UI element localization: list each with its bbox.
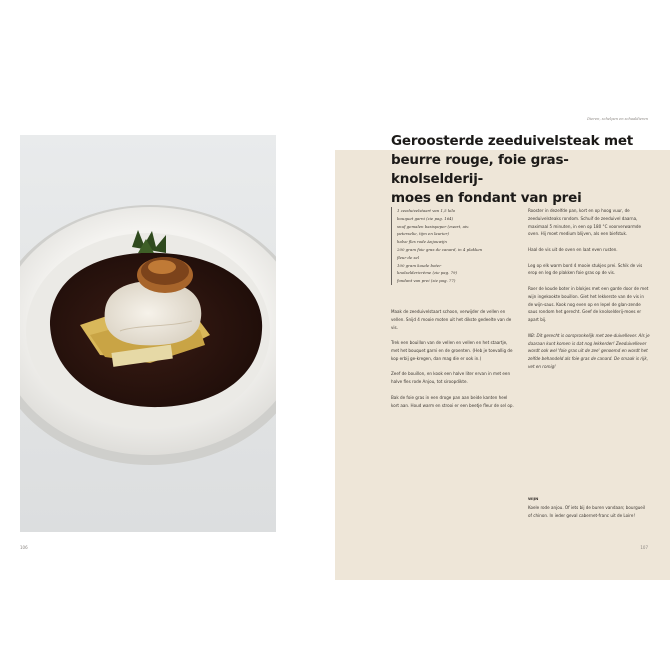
title-line: beurre rouge, foie gras-knolselderij- [391, 152, 569, 187]
method-paragraph: Zeef de bouillon, en kook een halve liter ervan in met een halve fles rode Anjou, tot siroopdikte. [391, 371, 511, 385]
method-paragraph: Haal de vis uit de oven en laat even rusten. [528, 246, 618, 252]
title-line: Geroosterde zeeduivelsteak met [391, 133, 634, 149]
right-page [335, 90, 670, 580]
ingredient-item: 200 gram foie gras de canard, in 4 plakken [397, 246, 483, 252]
page-number-left: 106 [20, 545, 28, 550]
page-number-right: 107 [640, 545, 648, 550]
method-paragraph: Rooster in dezelfde pan, kort en op hoog vuur, de zeeduivelsteaks rondom. Schuif de zeeduivel daarna, maximaal 5 minuten, in een op 180 °C voorverwarmde oven. Hij moet medium blijven, als een biefstuk. [528, 208, 642, 237]
ingredient-item: fondant van prei (zie pag. 77) [397, 278, 456, 284]
left-page [0, 90, 335, 580]
ingredient-item: halve fles rode Anjouwijn [397, 239, 447, 245]
ingredient-item: 1 zeeduivelstaart van 1,5 kilo [397, 208, 456, 213]
method-column-left [391, 308, 515, 417]
dish-photo [20, 135, 276, 532]
wine-suggestion [528, 504, 650, 520]
ingredient-item: knolseldericrème (zie pag. 79) [397, 270, 458, 276]
method-paragraph: Leg op elk warm bord 4 mooie stukjes prei. Schik de vis erop en leg de plakken foie gras op de vis. [528, 262, 643, 276]
ingredient-item: 100 gram koude boter [397, 262, 442, 268]
recipe-title [391, 132, 651, 208]
ingredient-item: snuf gemalen basispeper (zwart, aiv. [397, 223, 470, 229]
ingredient-item: bouquet garni (zie pag. 164) [397, 215, 454, 221]
ingredient-item: peterselie, tijm en laurier) [397, 231, 449, 237]
title-line: moes en fondant van prei [391, 190, 582, 206]
method-column-right [528, 207, 650, 379]
method-paragraph: Bak de foie gras in een droge pan aan beide kanten heel kort aan. Houd warm en strooi er een beetje fleur de sel op. [391, 394, 514, 408]
nb-note: NB: Dit gerecht is oorspronkelijk met zee-duivellever. Als je daaraan kunt komen is dat nog lekkerder! Zeeduivellever wordt ook wel 'foie gras uit de zee' genoemd en wordt het zelfde behandeld als foie gras de canard. De smaak is rijk, vet en romig! [528, 332, 650, 369]
book-spread [0, 90, 670, 580]
method-paragraph: Trek een bouillon van de vellen en vellen en het staartje, met het bouquet garni en de groenten. (Heb je toevallig de kop erbij ge-kregen, dan mag die er ook in.) [391, 340, 513, 361]
method-paragraph: Roer de koude boter in blokjes met een garde door de met wijn ingekookte bouillon. Giet het lekkerste van de vis in de wijn-saus. Kook nog even op en lepel de glan-zende saus rondom het gerecht. Geef de knolselderij-moes er apart bij. [528, 285, 649, 323]
running-head: Dieren, schelpen en schaaldieren [587, 117, 648, 121]
wine-heading: WIJN [528, 496, 539, 501]
wine-text: Koele rode anjou. Of iets bij de buren vandaan; bourgueil of chinon. In ieder geval cabernet-franc uit de Loire! [528, 505, 646, 518]
ingredient-list [391, 207, 521, 285]
method-paragraph: Maak de zeeduivelstaart schoon, verwijder de vellen en vellen. Snijd 4 mooie moten uit het dikste gedeelte van de vis. [391, 309, 512, 330]
ingredient-item: fleur de sel [397, 254, 420, 260]
